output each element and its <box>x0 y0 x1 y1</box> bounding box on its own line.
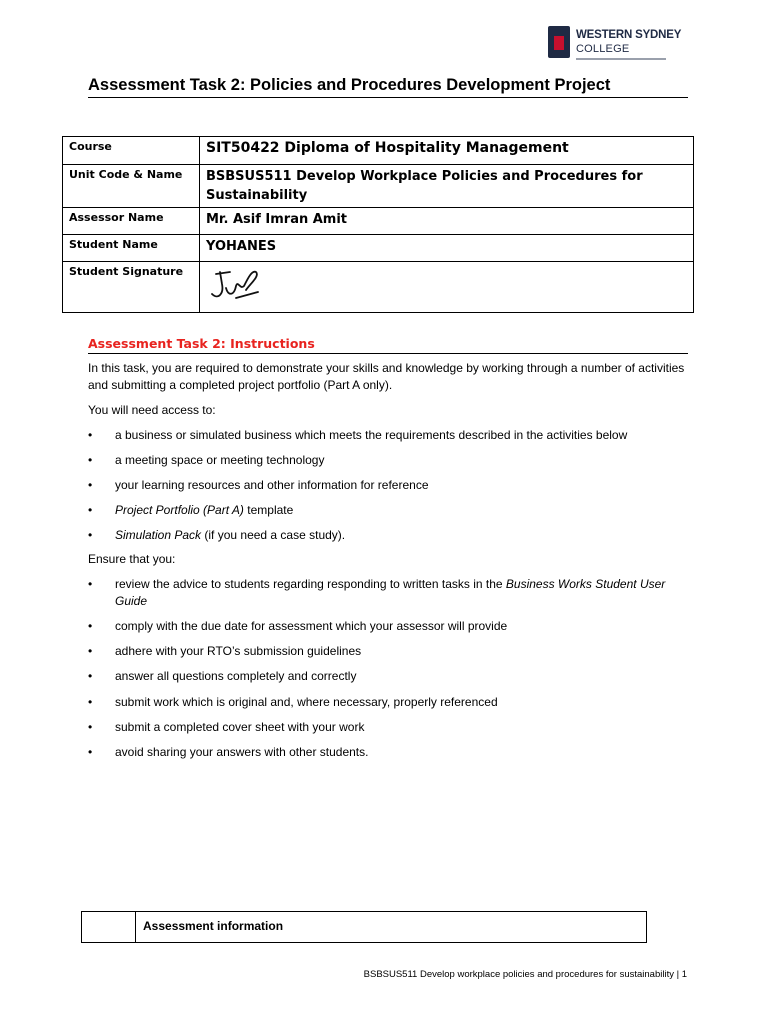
assessment-information-label: Assessment information <box>143 919 284 933</box>
assessment-information-box <box>81 911 647 943</box>
bullet-icon: • <box>88 619 93 633</box>
student-label: Student Name <box>63 235 200 262</box>
ensure-intro: Ensure that you: <box>88 552 176 566</box>
signature-label: Student Signature <box>63 262 200 313</box>
instructions-heading: Assessment Task 2: Instructions <box>88 336 315 351</box>
table-row <box>63 235 694 262</box>
bullet-icon: • <box>88 695 93 709</box>
bullet-icon: • <box>88 669 93 683</box>
bullet-icon: • <box>88 503 93 517</box>
logo-fine-print <box>576 58 666 60</box>
bullet-icon: • <box>88 577 93 591</box>
college-logo <box>548 26 688 66</box>
bullet-icon: • <box>88 720 93 734</box>
signature-cell <box>200 262 694 313</box>
access-intro: You will need access to: <box>88 403 216 417</box>
table-row <box>63 208 694 235</box>
page-footer: BSBSUS511 Develop workplace policies and procedures for sustainability | 1 <box>363 969 687 980</box>
page-title: Assessment Task 2: Policies and Procedures Development Project <box>88 76 611 94</box>
course-label: Course <box>63 137 200 165</box>
details-table <box>62 136 694 313</box>
bullet-icon: • <box>88 528 93 542</box>
bullet-icon: • <box>88 745 93 759</box>
bullet-icon: • <box>88 478 93 492</box>
intro-paragraph: In this task, you are required to demonstrate your skills and knowledge by working through a number of activities and submitting a completed project portfolio (Part A only). <box>88 361 685 392</box>
unit-value: BSBSUS511 Develop Workplace Policies and Procedures for Sustainability <box>200 165 694 208</box>
logo-line2: COLLEGE <box>576 43 630 55</box>
title-divider <box>88 97 688 98</box>
unit-label: Unit Code & Name <box>63 165 200 208</box>
box-divider <box>135 912 136 943</box>
handwritten-signature <box>206 264 266 304</box>
assessor-label: Assessor Name <box>63 208 200 235</box>
course-value: SIT50422 Diploma of Hospitality Management <box>200 137 694 165</box>
bullet-icon: • <box>88 644 93 658</box>
table-row <box>63 137 694 165</box>
instructions-divider <box>88 353 688 354</box>
table-row <box>63 262 694 313</box>
assessor-value: Mr. Asif Imran Amit <box>200 208 694 235</box>
shield-icon <box>548 26 570 58</box>
table-row <box>63 165 694 208</box>
student-value: YOHANES <box>200 235 694 262</box>
bullet-icon: • <box>88 453 93 467</box>
logo-line1: WESTERN SYDNEY <box>576 29 682 41</box>
bullet-icon: • <box>88 428 93 442</box>
